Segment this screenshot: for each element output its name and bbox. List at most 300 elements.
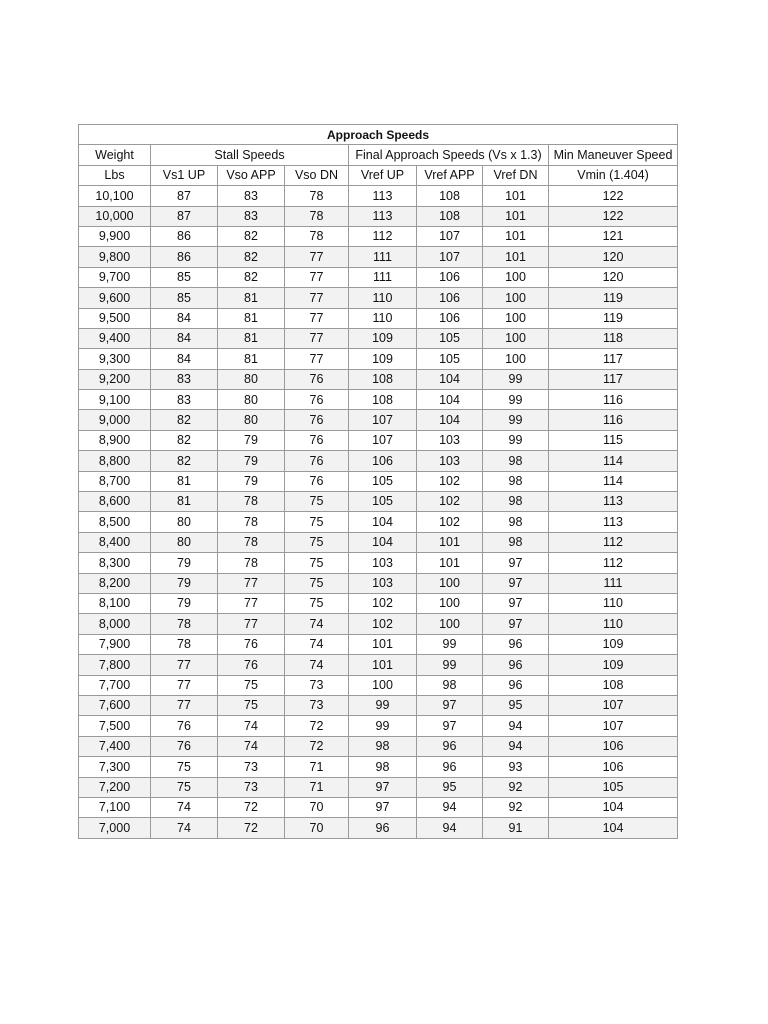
cell-vs1-up: 80 — [151, 512, 218, 532]
cell-vref-dn: 98 — [483, 532, 549, 552]
cell-vref-up: 102 — [349, 593, 417, 613]
cell-vmin: 104 — [549, 797, 678, 817]
cell-vref-app: 104 — [417, 410, 483, 430]
cell-vref-dn: 97 — [483, 573, 549, 593]
cell-vref-dn: 100 — [483, 349, 549, 369]
cell-vs1-up: 84 — [151, 349, 218, 369]
cell-vso-app: 75 — [218, 695, 285, 715]
table-row — [79, 736, 678, 756]
table-row — [79, 553, 678, 573]
cell-vref-app: 97 — [417, 695, 483, 715]
cell-vref-app: 97 — [417, 716, 483, 736]
cell-weight: 9,000 — [79, 410, 151, 430]
cell-vref-app: 108 — [417, 206, 483, 226]
table-row — [79, 573, 678, 593]
table-row — [79, 614, 678, 634]
table-row — [79, 757, 678, 777]
cell-vref-dn: 101 — [483, 247, 549, 267]
cell-vs1-up: 86 — [151, 247, 218, 267]
column-header-weight: Lbs — [79, 165, 151, 185]
table-row — [79, 818, 678, 838]
cell-vs1-up: 82 — [151, 451, 218, 471]
cell-vso-dn: 77 — [285, 308, 349, 328]
column-header-vs1-up: Vs1 UP — [151, 165, 218, 185]
cell-vmin: 121 — [549, 226, 678, 246]
cell-vmin: 112 — [549, 532, 678, 552]
cell-vs1-up: 74 — [151, 818, 218, 838]
cell-vref-app: 96 — [417, 757, 483, 777]
column-header-vref-dn: Vref DN — [483, 165, 549, 185]
cell-vso-app: 82 — [218, 226, 285, 246]
cell-vso-app: 83 — [218, 206, 285, 226]
cell-vs1-up: 82 — [151, 430, 218, 450]
cell-vso-app: 78 — [218, 553, 285, 573]
cell-vs1-up: 81 — [151, 492, 218, 512]
cell-vso-dn: 74 — [285, 655, 349, 675]
cell-weight: 9,300 — [79, 349, 151, 369]
cell-vso-app: 73 — [218, 777, 285, 797]
cell-weight: 10,000 — [79, 206, 151, 226]
stall-speeds-group-header: Stall Speeds — [151, 145, 349, 165]
cell-vref-dn: 92 — [483, 797, 549, 817]
cell-vref-up: 99 — [349, 716, 417, 736]
cell-vso-dn: 74 — [285, 614, 349, 634]
cell-vso-dn: 76 — [285, 471, 349, 491]
cell-vmin: 120 — [549, 267, 678, 287]
cell-vso-dn: 75 — [285, 573, 349, 593]
cell-vso-dn: 77 — [285, 349, 349, 369]
cell-weight: 8,000 — [79, 614, 151, 634]
cell-vref-up: 100 — [349, 675, 417, 695]
cell-vso-dn: 78 — [285, 226, 349, 246]
table-row — [79, 390, 678, 410]
cell-vmin: 115 — [549, 430, 678, 450]
cell-vso-app: 72 — [218, 818, 285, 838]
cell-vso-dn: 73 — [285, 675, 349, 695]
cell-vref-dn: 98 — [483, 512, 549, 532]
table-row — [79, 186, 678, 206]
cell-vso-dn: 71 — [285, 777, 349, 797]
cell-vmin: 110 — [549, 593, 678, 613]
column-header-vso-dn: Vso DN — [285, 165, 349, 185]
group-header-row — [79, 145, 678, 165]
cell-vmin: 114 — [549, 471, 678, 491]
table-row — [79, 410, 678, 430]
cell-vmin: 106 — [549, 757, 678, 777]
table-row — [79, 716, 678, 736]
cell-vso-dn: 73 — [285, 695, 349, 715]
table-row — [79, 369, 678, 389]
cell-vref-dn: 101 — [483, 206, 549, 226]
cell-vref-app: 104 — [417, 369, 483, 389]
cell-vs1-up: 79 — [151, 553, 218, 573]
cell-vref-dn: 100 — [483, 308, 549, 328]
cell-vref-app: 99 — [417, 634, 483, 654]
cell-vs1-up: 87 — [151, 186, 218, 206]
cell-weight: 8,500 — [79, 512, 151, 532]
cell-vref-dn: 99 — [483, 410, 549, 430]
cell-vref-dn: 101 — [483, 186, 549, 206]
cell-vref-dn: 98 — [483, 451, 549, 471]
cell-vref-up: 104 — [349, 532, 417, 552]
cell-vmin: 116 — [549, 390, 678, 410]
final-approach-group-header: Final Approach Speeds (Vs x 1.3) — [349, 145, 549, 165]
cell-vref-dn: 100 — [483, 328, 549, 348]
cell-vso-app: 76 — [218, 634, 285, 654]
cell-weight: 7,300 — [79, 757, 151, 777]
cell-vs1-up: 84 — [151, 328, 218, 348]
cell-vso-app: 81 — [218, 328, 285, 348]
cell-vref-up: 103 — [349, 573, 417, 593]
cell-vref-app: 96 — [417, 736, 483, 756]
cell-vso-app: 78 — [218, 512, 285, 532]
cell-weight: 8,400 — [79, 532, 151, 552]
cell-vref-dn: 94 — [483, 736, 549, 756]
cell-vmin: 106 — [549, 736, 678, 756]
cell-vs1-up: 87 — [151, 206, 218, 226]
min-maneuver-group-header: Min Maneuver Speed — [549, 145, 678, 165]
cell-vso-app: 77 — [218, 593, 285, 613]
cell-vso-dn: 77 — [285, 247, 349, 267]
cell-vref-up: 97 — [349, 797, 417, 817]
cell-vref-dn: 95 — [483, 695, 549, 715]
cell-vref-app: 98 — [417, 675, 483, 695]
table-row — [79, 675, 678, 695]
cell-vs1-up: 81 — [151, 471, 218, 491]
cell-vso-app: 76 — [218, 655, 285, 675]
cell-vso-app: 83 — [218, 186, 285, 206]
cell-vref-up: 101 — [349, 655, 417, 675]
cell-vs1-up: 86 — [151, 226, 218, 246]
cell-vref-app: 100 — [417, 614, 483, 634]
cell-vref-app: 106 — [417, 308, 483, 328]
cell-weight: 10,100 — [79, 186, 151, 206]
cell-vso-app: 77 — [218, 614, 285, 634]
cell-vso-app: 77 — [218, 573, 285, 593]
cell-vref-app: 94 — [417, 818, 483, 838]
cell-vso-app: 75 — [218, 675, 285, 695]
column-header-row — [79, 165, 678, 185]
cell-vso-app: 73 — [218, 757, 285, 777]
cell-vref-up: 110 — [349, 308, 417, 328]
cell-vmin: 120 — [549, 247, 678, 267]
cell-vso-app: 74 — [218, 736, 285, 756]
cell-vs1-up: 80 — [151, 532, 218, 552]
table-body — [79, 186, 678, 839]
cell-vso-dn: 76 — [285, 369, 349, 389]
cell-vref-dn: 100 — [483, 267, 549, 287]
cell-weight: 9,700 — [79, 267, 151, 287]
cell-vref-up: 102 — [349, 614, 417, 634]
cell-vso-app: 79 — [218, 430, 285, 450]
cell-weight: 7,600 — [79, 695, 151, 715]
cell-vref-up: 110 — [349, 288, 417, 308]
cell-vref-up: 111 — [349, 247, 417, 267]
cell-vref-up: 104 — [349, 512, 417, 532]
cell-vref-app: 105 — [417, 328, 483, 348]
cell-vso-dn: 76 — [285, 451, 349, 471]
cell-vs1-up: 77 — [151, 655, 218, 675]
cell-vmin: 108 — [549, 675, 678, 695]
cell-vso-dn: 70 — [285, 818, 349, 838]
cell-weight: 8,200 — [79, 573, 151, 593]
cell-vso-app: 80 — [218, 410, 285, 430]
table-row — [79, 634, 678, 654]
cell-vref-dn: 97 — [483, 593, 549, 613]
cell-vs1-up: 78 — [151, 634, 218, 654]
cell-vmin: 110 — [549, 614, 678, 634]
cell-weight: 7,100 — [79, 797, 151, 817]
cell-weight: 8,100 — [79, 593, 151, 613]
cell-vs1-up: 76 — [151, 736, 218, 756]
table-row — [79, 451, 678, 471]
cell-vref-dn: 101 — [483, 226, 549, 246]
table-row — [79, 430, 678, 450]
table-row — [79, 308, 678, 328]
cell-vs1-up: 76 — [151, 716, 218, 736]
cell-weight: 7,700 — [79, 675, 151, 695]
cell-vref-dn: 97 — [483, 614, 549, 634]
title-row — [79, 125, 678, 145]
cell-vs1-up: 79 — [151, 593, 218, 613]
cell-weight: 7,800 — [79, 655, 151, 675]
cell-vso-dn: 76 — [285, 430, 349, 450]
cell-vref-up: 98 — [349, 736, 417, 756]
cell-vref-app: 103 — [417, 430, 483, 450]
cell-vso-app: 81 — [218, 349, 285, 369]
cell-vref-dn: 96 — [483, 675, 549, 695]
cell-vs1-up: 83 — [151, 390, 218, 410]
cell-vs1-up: 79 — [151, 573, 218, 593]
cell-vs1-up: 84 — [151, 308, 218, 328]
cell-vs1-up: 82 — [151, 410, 218, 430]
cell-vso-dn: 77 — [285, 267, 349, 287]
cell-vso-app: 82 — [218, 247, 285, 267]
cell-vref-up: 108 — [349, 390, 417, 410]
cell-vmin: 119 — [549, 288, 678, 308]
table-row — [79, 349, 678, 369]
cell-vref-dn: 98 — [483, 471, 549, 491]
weight-group-header: Weight — [79, 145, 151, 165]
cell-vref-dn: 94 — [483, 716, 549, 736]
cell-weight: 7,400 — [79, 736, 151, 756]
column-header-vso-app: Vso APP — [218, 165, 285, 185]
cell-vmin: 119 — [549, 308, 678, 328]
cell-vref-app: 100 — [417, 593, 483, 613]
cell-vmin: 117 — [549, 369, 678, 389]
cell-vs1-up: 78 — [151, 614, 218, 634]
cell-vref-dn: 100 — [483, 288, 549, 308]
cell-vmin: 112 — [549, 553, 678, 573]
cell-vref-app: 101 — [417, 532, 483, 552]
cell-weight: 8,300 — [79, 553, 151, 573]
table-row — [79, 288, 678, 308]
cell-vref-up: 113 — [349, 206, 417, 226]
cell-vmin: 107 — [549, 695, 678, 715]
cell-weight: 9,400 — [79, 328, 151, 348]
cell-weight: 7,500 — [79, 716, 151, 736]
cell-weight: 7,200 — [79, 777, 151, 797]
cell-vso-dn: 75 — [285, 492, 349, 512]
cell-weight: 9,500 — [79, 308, 151, 328]
cell-vso-dn: 75 — [285, 593, 349, 613]
cell-vref-app: 102 — [417, 492, 483, 512]
cell-vref-up: 112 — [349, 226, 417, 246]
cell-vref-up: 109 — [349, 328, 417, 348]
cell-vso-dn: 77 — [285, 288, 349, 308]
cell-vmin: 109 — [549, 655, 678, 675]
cell-vso-dn: 71 — [285, 757, 349, 777]
cell-vso-dn: 76 — [285, 390, 349, 410]
cell-vref-app: 102 — [417, 471, 483, 491]
cell-vso-dn: 77 — [285, 328, 349, 348]
cell-vs1-up: 83 — [151, 369, 218, 389]
column-header-vref-app: Vref APP — [417, 165, 483, 185]
cell-vref-up: 113 — [349, 186, 417, 206]
table-row — [79, 532, 678, 552]
table-row — [79, 695, 678, 715]
cell-vref-app: 104 — [417, 390, 483, 410]
column-header-vref-up: Vref UP — [349, 165, 417, 185]
cell-vmin: 105 — [549, 777, 678, 797]
table-title: Approach Speeds — [79, 125, 678, 145]
cell-vref-app: 102 — [417, 512, 483, 532]
table-row — [79, 267, 678, 287]
column-header-vmin: Vmin (1.404) — [549, 165, 678, 185]
cell-vref-up: 99 — [349, 695, 417, 715]
table-row — [79, 328, 678, 348]
cell-vref-up: 101 — [349, 634, 417, 654]
table-row — [79, 655, 678, 675]
cell-weight: 9,800 — [79, 247, 151, 267]
cell-vs1-up: 75 — [151, 777, 218, 797]
table-row — [79, 492, 678, 512]
cell-vso-app: 72 — [218, 797, 285, 817]
table-row — [79, 247, 678, 267]
cell-vref-app: 101 — [417, 553, 483, 573]
cell-weight: 7,900 — [79, 634, 151, 654]
cell-vso-dn: 75 — [285, 532, 349, 552]
cell-vref-app: 105 — [417, 349, 483, 369]
cell-vs1-up: 85 — [151, 288, 218, 308]
table-row — [79, 226, 678, 246]
cell-vmin: 107 — [549, 716, 678, 736]
cell-weight: 9,900 — [79, 226, 151, 246]
table-row — [79, 206, 678, 226]
cell-vso-app: 82 — [218, 267, 285, 287]
cell-vref-app: 108 — [417, 186, 483, 206]
cell-vref-app: 99 — [417, 655, 483, 675]
cell-vref-up: 105 — [349, 492, 417, 512]
table-row — [79, 512, 678, 532]
approach-speeds-table — [78, 124, 678, 839]
cell-vref-up: 103 — [349, 553, 417, 573]
cell-vso-app: 81 — [218, 288, 285, 308]
cell-vref-dn: 98 — [483, 492, 549, 512]
cell-weight: 9,600 — [79, 288, 151, 308]
cell-vref-dn: 97 — [483, 553, 549, 573]
cell-weight: 9,100 — [79, 390, 151, 410]
cell-vmin: 122 — [549, 206, 678, 226]
cell-vso-dn: 76 — [285, 410, 349, 430]
cell-vref-dn: 99 — [483, 430, 549, 450]
cell-vmin: 114 — [549, 451, 678, 471]
cell-vref-up: 97 — [349, 777, 417, 797]
cell-vref-dn: 99 — [483, 390, 549, 410]
cell-vref-dn: 99 — [483, 369, 549, 389]
cell-vmin: 104 — [549, 818, 678, 838]
cell-vmin: 116 — [549, 410, 678, 430]
cell-vref-app: 94 — [417, 797, 483, 817]
cell-vso-dn: 70 — [285, 797, 349, 817]
cell-vso-app: 80 — [218, 369, 285, 389]
cell-weight: 8,700 — [79, 471, 151, 491]
cell-vmin: 109 — [549, 634, 678, 654]
cell-vref-up: 108 — [349, 369, 417, 389]
cell-vso-dn: 78 — [285, 186, 349, 206]
table-row — [79, 593, 678, 613]
cell-vso-dn: 72 — [285, 736, 349, 756]
cell-vref-up: 107 — [349, 430, 417, 450]
cell-vref-up: 96 — [349, 818, 417, 838]
table-row — [79, 777, 678, 797]
cell-vs1-up: 74 — [151, 797, 218, 817]
cell-vref-dn: 92 — [483, 777, 549, 797]
cell-weight: 7,000 — [79, 818, 151, 838]
cell-vmin: 122 — [549, 186, 678, 206]
cell-vref-app: 106 — [417, 267, 483, 287]
cell-vs1-up: 77 — [151, 695, 218, 715]
cell-vref-up: 107 — [349, 410, 417, 430]
cell-vmin: 117 — [549, 349, 678, 369]
cell-vso-dn: 78 — [285, 206, 349, 226]
cell-vref-app: 100 — [417, 573, 483, 593]
cell-vs1-up: 85 — [151, 267, 218, 287]
cell-vref-app: 107 — [417, 226, 483, 246]
cell-vref-app: 95 — [417, 777, 483, 797]
cell-vmin: 111 — [549, 573, 678, 593]
cell-vso-app: 81 — [218, 308, 285, 328]
cell-vso-dn: 74 — [285, 634, 349, 654]
table-row — [79, 797, 678, 817]
cell-vref-up: 98 — [349, 757, 417, 777]
cell-vso-app: 74 — [218, 716, 285, 736]
cell-vso-app: 78 — [218, 492, 285, 512]
cell-vso-dn: 75 — [285, 512, 349, 532]
cell-vso-app: 78 — [218, 532, 285, 552]
cell-vmin: 113 — [549, 492, 678, 512]
cell-vs1-up: 77 — [151, 675, 218, 695]
cell-weight: 9,200 — [79, 369, 151, 389]
cell-vso-app: 79 — [218, 451, 285, 471]
cell-vso-dn: 72 — [285, 716, 349, 736]
cell-vref-app: 103 — [417, 451, 483, 471]
cell-weight: 8,900 — [79, 430, 151, 450]
cell-vref-up: 109 — [349, 349, 417, 369]
cell-vso-app: 79 — [218, 471, 285, 491]
cell-vref-app: 107 — [417, 247, 483, 267]
cell-vref-up: 105 — [349, 471, 417, 491]
cell-vref-dn: 96 — [483, 634, 549, 654]
cell-vmin: 118 — [549, 328, 678, 348]
cell-vmin: 113 — [549, 512, 678, 532]
cell-weight: 8,600 — [79, 492, 151, 512]
cell-vso-app: 80 — [218, 390, 285, 410]
table-row — [79, 471, 678, 491]
cell-vref-app: 106 — [417, 288, 483, 308]
cell-vref-up: 111 — [349, 267, 417, 287]
cell-vref-dn: 96 — [483, 655, 549, 675]
